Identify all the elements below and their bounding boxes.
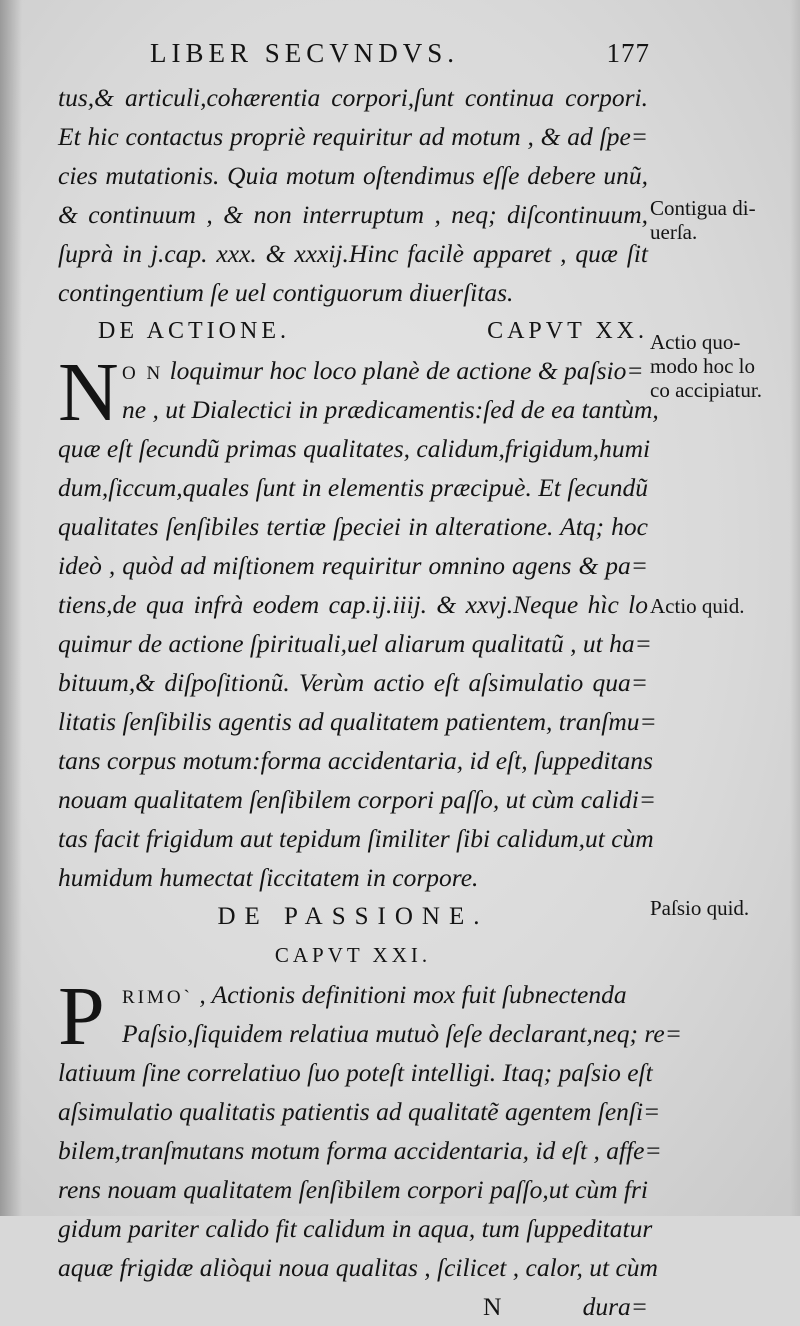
marginal-note-actio-quomodo xyxy=(650,330,790,402)
text-line: rens nouam qualitatem ſenſibilem corpori paſſo,ut cùm fri xyxy=(58,1175,648,1204)
text-line: quæ eſt ſecundũ primas qualitates, calidum,frigidum,humi xyxy=(58,434,651,463)
paragraph-passione xyxy=(58,970,682,1287)
text-line: tans corpus motum:forma accidentaria, id eſt, ſuppeditans xyxy=(58,746,653,775)
text-line: bituum,& diſpoſitionũ. Verùm actio eſt aſsimulatio qua= xyxy=(58,668,648,697)
margin-line: Contigua di- xyxy=(650,196,756,220)
running-title: LIBER SECVNDVS. xyxy=(150,38,460,68)
text-line: gidum pariter calido fit calidum in aqua, tum ſuppeditatur xyxy=(58,1214,653,1243)
text-line: ne , ut Dialectici in prædicamentis:ſed de ea tantùm, xyxy=(122,395,659,424)
drop-capital: N xyxy=(58,346,119,439)
heading-chapter: CAPVT XX. xyxy=(487,318,648,344)
text-line: ideò , quòd ad miſtionem requiritur omnino agens & pa= xyxy=(58,551,648,580)
signature-mark: N xyxy=(483,1292,502,1321)
text-line xyxy=(58,351,648,390)
chapter-heading: CAPVT XXI. xyxy=(274,943,432,967)
text-line: bilem,tranſmutans motum forma accidentaria, id eſt , affe= xyxy=(58,1136,662,1165)
marginal-note-actio-quid xyxy=(650,594,790,618)
text-line: Paſsio,ſiquidem relatiua mutuò ſeſe declarant,neq; re= xyxy=(122,1019,682,1048)
text-line: latiuum ſine correlatiuo ſuo poteſt intelligi. Itaq; paſsio eſt xyxy=(58,1058,653,1087)
drop-capital: P xyxy=(58,970,105,1063)
margin-line: Actio quid. xyxy=(650,594,745,618)
heading-title: DE ACTIONE. xyxy=(98,318,290,344)
text-line: aquæ frigidæ aliòqui noua qualitas , ſcilicet , calor, ut cùm xyxy=(58,1253,658,1282)
text-line: dum,ſiccum,quales ſunt in elementis præcipuè. Et ſecundũ xyxy=(58,473,648,502)
margin-line: uerſa. xyxy=(650,220,698,244)
text-line: tiens,de qua infrà eodem cap.ij.iiij. & xxvj.Neque hìc lo xyxy=(58,590,648,619)
text-run: , Actionis definitioni mox fuit ſubnectenda xyxy=(192,980,627,1009)
margin-line: Paſsio quid. xyxy=(650,896,750,920)
text-line: humidum humectat ſiccitatem in corpore. xyxy=(58,863,479,892)
text-line: aſsimulatio qualitatis patientis ad qualitatẽ agentem ſenſi= xyxy=(58,1097,661,1126)
text-line: nouam qualitatem ſenſibilem corpori paſſo, ut cùm calidi= xyxy=(58,785,656,814)
text-line: tus,& articuli,cohærentia corpori,ſunt continua corpori. xyxy=(58,83,648,112)
marginal-note-passio-quid xyxy=(650,896,790,920)
text-line: qualitates ſenſibiles tertiæ ſpeciei in alteratione. Atq; hoc xyxy=(58,512,648,541)
page-number: 177 xyxy=(606,38,650,68)
text-line xyxy=(58,975,648,1014)
text-line: contingentium ſe uel contiguorum diuerſitas. xyxy=(58,278,514,307)
small-caps-opening: O N xyxy=(122,363,164,384)
text-line: ſuprà in j.cap. xxx. & xxxij.Hinc facilè apparet , quæ ſit xyxy=(58,239,648,268)
text-line: Et hic contactus propriè requiritur ad motum , & ad ſpe= xyxy=(58,122,648,151)
paragraph-actione xyxy=(58,346,659,897)
text-line: tas facit frigidum aut tepidum ſimiliter ſibi calidum,ut cùm xyxy=(58,824,654,853)
margin-line: co accipiatur. xyxy=(650,378,762,402)
text-line: cies mutationis. Quia motum oſtendimus eſſe debere unũ, xyxy=(58,161,648,190)
text-line: quimur de actione ſpirituali,uel aliarum qualitatũ , ut ha= xyxy=(58,629,652,658)
section-heading-passione: DE PASSIONE. xyxy=(217,903,489,930)
marginal-note-contigua xyxy=(650,196,790,244)
margin-line: modo hoc lo xyxy=(650,354,755,378)
section-heading-actione xyxy=(58,312,648,351)
catch-line xyxy=(58,1287,648,1326)
small-caps-opening: RIMO` xyxy=(122,987,193,1008)
margin-line: Actio quo- xyxy=(650,330,741,354)
running-header xyxy=(150,38,650,72)
text-run: loquimur hoc loco planè de actione & paſsio= xyxy=(163,356,644,385)
catchword: dura= xyxy=(582,1292,648,1321)
text-line: litatis ſenſibilis agentis ad qualitatem patientem, tranſmu= xyxy=(58,707,657,736)
text-line: & continuum , & non interruptum , neq; diſcontinuum, xyxy=(58,200,648,229)
